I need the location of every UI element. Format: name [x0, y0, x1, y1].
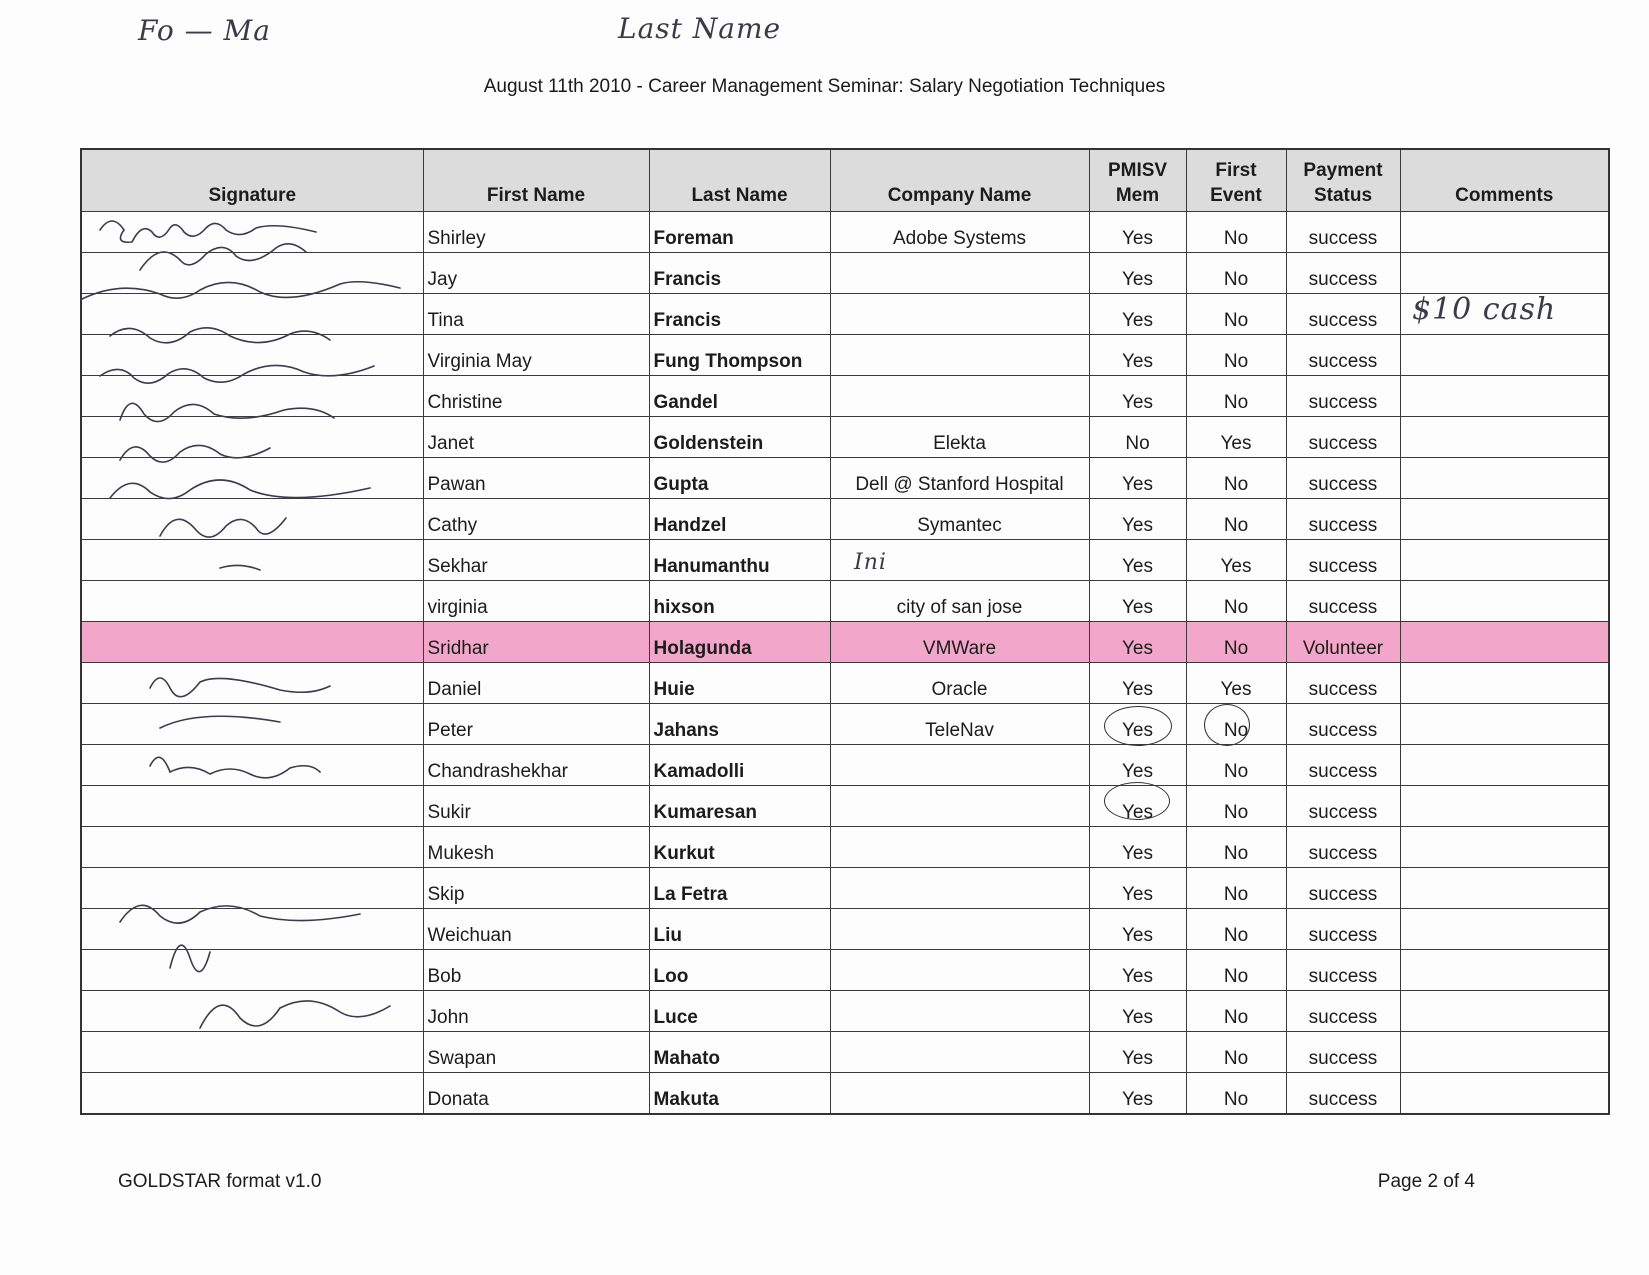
payment-status-cell: success — [1286, 335, 1400, 376]
header-first-event-line1: First — [1215, 160, 1257, 181]
header-first-event — [1186, 149, 1286, 212]
comments-cell — [1400, 212, 1609, 253]
first-event-cell: Yes — [1186, 540, 1286, 581]
header-pmisv-mem-line2: Mem — [1115, 185, 1160, 206]
first-event-cell: No — [1186, 827, 1286, 868]
signature-cell — [81, 1073, 423, 1115]
last-name-cell: Francis — [649, 253, 830, 294]
first-name-cell: Sekhar — [423, 540, 649, 581]
comments-cell — [1400, 950, 1609, 991]
pmisv-mem-cell: Yes — [1089, 704, 1186, 745]
first-event-cell: No — [1186, 950, 1286, 991]
comments-cell — [1400, 581, 1609, 622]
comments-cell — [1400, 335, 1609, 376]
payment-status-cell: success — [1286, 294, 1400, 335]
company-cell — [830, 1032, 1089, 1073]
table-header-row — [81, 149, 1609, 212]
comments-cell — [1400, 909, 1609, 950]
pmisv-mem-cell: Yes — [1089, 950, 1186, 991]
comments-cell — [1400, 991, 1609, 1032]
first-name-cell: Skip — [423, 868, 649, 909]
first-event-cell: No — [1186, 1073, 1286, 1115]
first-name-cell: Janet — [423, 417, 649, 458]
last-name-cell: Makuta — [649, 1073, 830, 1115]
header-pmisv-mem — [1089, 149, 1186, 212]
company-cell — [830, 335, 1089, 376]
company-cell: Oracle — [830, 663, 1089, 704]
payment-status-cell: success — [1286, 827, 1400, 868]
pmisv-mem-cell: Yes — [1089, 376, 1186, 417]
header-pmisv-mem-line1: PMISV — [1107, 160, 1168, 181]
comments-cell — [1400, 1073, 1609, 1115]
payment-status-cell: success — [1286, 253, 1400, 294]
last-name-cell: Goldenstein — [649, 417, 830, 458]
first-name-cell: Chandrashekhar — [423, 745, 649, 786]
company-cell — [830, 253, 1089, 294]
pmisv-mem-cell: Yes — [1089, 1073, 1186, 1115]
first-event-cell: Yes — [1186, 663, 1286, 704]
handwritten-circle-yes-2 — [1104, 782, 1170, 820]
company-cell — [830, 745, 1089, 786]
first-event-cell: No — [1186, 294, 1286, 335]
company-cell — [830, 786, 1089, 827]
first-event-cell: No — [1186, 212, 1286, 253]
last-name-cell: Holagunda — [649, 622, 830, 663]
company-cell: Adobe Systems — [830, 212, 1089, 253]
comments-cell — [1400, 253, 1609, 294]
first-event-cell: No — [1186, 909, 1286, 950]
header-payment-status-line1: Payment — [1303, 160, 1383, 181]
header-comments: Comments — [1400, 149, 1609, 212]
handwritten-note-top-left: Fo — Ma — [138, 14, 271, 47]
first-name-cell: Mukesh — [423, 827, 649, 868]
company-cell — [830, 1073, 1089, 1115]
payment-status-cell: success — [1286, 417, 1400, 458]
company-cell: TeleNav — [830, 704, 1089, 745]
comments-cell — [1400, 745, 1609, 786]
last-name-cell: Huie — [649, 663, 830, 704]
handwritten-circle-yes — [1104, 706, 1172, 746]
last-name-cell: Luce — [649, 991, 830, 1032]
pmisv-mem-cell: Yes — [1089, 622, 1186, 663]
comments-cell — [1400, 1032, 1609, 1073]
payment-status-cell: success — [1286, 991, 1400, 1032]
pmisv-mem-cell: Yes — [1089, 663, 1186, 704]
payment-status-cell: success — [1286, 1032, 1400, 1073]
first-event-cell: No — [1186, 376, 1286, 417]
comments-cell — [1400, 786, 1609, 827]
last-name-cell: Jahans — [649, 704, 830, 745]
pmisv-mem-cell: Yes — [1089, 499, 1186, 540]
first-name-cell: Cathy — [423, 499, 649, 540]
last-name-cell: Foreman — [649, 212, 830, 253]
pmisv-mem-cell: Yes — [1089, 827, 1186, 868]
company-cell — [830, 868, 1089, 909]
company-cell — [830, 376, 1089, 417]
company-cell — [830, 294, 1089, 335]
payment-status-cell: success — [1286, 499, 1400, 540]
pmisv-mem-cell: Yes — [1089, 745, 1186, 786]
last-name-cell: Francis — [649, 294, 830, 335]
last-name-cell: hixson — [649, 581, 830, 622]
header-signature: Signature — [81, 149, 423, 212]
pmisv-mem-cell: Yes — [1089, 868, 1186, 909]
company-cell: Symantec — [830, 499, 1089, 540]
company-cell: Dell @ Stanford Hospital — [830, 458, 1089, 499]
first-event-cell: No — [1186, 786, 1286, 827]
company-cell: VMWare — [830, 622, 1089, 663]
pmisv-mem-cell: Yes — [1089, 786, 1186, 827]
company-cell — [830, 827, 1089, 868]
first-name-cell: John — [423, 991, 649, 1032]
first-event-cell: No — [1186, 622, 1286, 663]
payment-status-cell: success — [1286, 704, 1400, 745]
first-name-cell: Swapan — [423, 1032, 649, 1073]
comments-cell — [1400, 540, 1609, 581]
first-name-cell: Jay — [423, 253, 649, 294]
company-cell: Elekta — [830, 417, 1089, 458]
footer-page-number: Page 2 of 4 — [1377, 1171, 1475, 1192]
first-name-cell: Daniel — [423, 663, 649, 704]
last-name-cell: Gandel — [649, 376, 830, 417]
pmisv-mem-cell: No — [1089, 417, 1186, 458]
first-name-cell: Tina — [423, 294, 649, 335]
pmisv-mem-cell: Yes — [1089, 212, 1186, 253]
first-event-cell: No — [1186, 868, 1286, 909]
payment-status-cell: success — [1286, 868, 1400, 909]
first-name-cell: Sridhar — [423, 622, 649, 663]
pmisv-mem-cell: Yes — [1089, 991, 1186, 1032]
page-title: August 11th 2010 - Career Management Seminar: Salary Negotiation Techniques — [483, 76, 1166, 97]
first-name-cell: Christine — [423, 376, 649, 417]
first-event-cell: No — [1186, 745, 1286, 786]
comments-cell — [1400, 868, 1609, 909]
payment-status-cell: success — [1286, 950, 1400, 991]
comments-cell — [1400, 622, 1609, 663]
payment-status-cell: success — [1286, 581, 1400, 622]
last-name-cell: Fung Thompson — [649, 335, 830, 376]
last-name-cell: Hanumanthu — [649, 540, 830, 581]
handwritten-comment: $10 cash — [1412, 292, 1557, 327]
header-first-name: First Name — [423, 149, 649, 212]
last-name-cell: Gupta — [649, 458, 830, 499]
first-name-cell: Weichuan — [423, 909, 649, 950]
pmisv-mem-cell: Yes — [1089, 1032, 1186, 1073]
last-name-cell: Liu — [649, 909, 830, 950]
first-name-cell: Peter — [423, 704, 649, 745]
first-name-cell: Virginia May — [423, 335, 649, 376]
company-cell: city of san jose — [830, 581, 1089, 622]
first-name-cell: Shirley — [423, 212, 649, 253]
comments-cell — [1400, 827, 1609, 868]
comments-cell — [1400, 458, 1609, 499]
footer-format: GOLDSTAR format v1.0 — [118, 1171, 322, 1192]
first-event-cell: No — [1186, 704, 1286, 745]
first-name-cell: Donata — [423, 1073, 649, 1115]
signature-scribbles — [80, 208, 500, 1048]
payment-status-cell: success — [1286, 786, 1400, 827]
first-event-cell: No — [1186, 335, 1286, 376]
payment-status-cell: success — [1286, 458, 1400, 499]
first-event-cell: No — [1186, 499, 1286, 540]
pmisv-mem-cell: Yes — [1089, 253, 1186, 294]
header-payment-status — [1286, 149, 1400, 212]
header-payment-status-line2: Status — [1313, 185, 1373, 206]
payment-status-cell: success — [1286, 212, 1400, 253]
payment-status-cell: success — [1286, 663, 1400, 704]
company-cell — [830, 909, 1089, 950]
first-name-cell: Pawan — [423, 458, 649, 499]
payment-status-cell: success — [1286, 376, 1400, 417]
handwritten-circle-no — [1204, 704, 1250, 746]
payment-status-cell: success — [1286, 909, 1400, 950]
first-name-cell: virginia — [423, 581, 649, 622]
first-event-cell: No — [1186, 581, 1286, 622]
pmisv-mem-cell: Yes — [1089, 581, 1186, 622]
comments-cell — [1400, 417, 1609, 458]
last-name-cell: Loo — [649, 950, 830, 991]
last-name-cell: Kamadolli — [649, 745, 830, 786]
table-row — [81, 1073, 1609, 1115]
comments-cell — [1400, 704, 1609, 745]
first-name-cell: Sukir — [423, 786, 649, 827]
header-first-event-line2: Event — [1210, 185, 1262, 206]
comments-cell — [1400, 376, 1609, 417]
last-name-cell: Mahato — [649, 1032, 830, 1073]
first-name-cell: Bob — [423, 950, 649, 991]
pmisv-mem-cell: Yes — [1089, 294, 1186, 335]
comments-cell — [1400, 663, 1609, 704]
payment-status-cell: success — [1286, 540, 1400, 581]
first-event-cell: No — [1186, 253, 1286, 294]
handwritten-company-note: Ini — [854, 550, 887, 575]
pmisv-mem-cell: Yes — [1089, 909, 1186, 950]
payment-status-cell: Volunteer — [1286, 622, 1400, 663]
company-cell — [830, 991, 1089, 1032]
pmisv-mem-cell: Yes — [1089, 540, 1186, 581]
first-event-cell: Yes — [1186, 417, 1286, 458]
pmisv-mem-cell: Yes — [1089, 335, 1186, 376]
last-name-cell: Kumaresan — [649, 786, 830, 827]
company-cell — [830, 950, 1089, 991]
first-event-cell: No — [1186, 458, 1286, 499]
pmisv-mem-cell: Yes — [1089, 458, 1186, 499]
payment-status-cell: success — [1286, 745, 1400, 786]
header-last-name: Last Name — [649, 149, 830, 212]
handwritten-note-top-center: Last Name — [618, 12, 782, 45]
first-event-cell: No — [1186, 1032, 1286, 1073]
header-company-name: Company Name — [830, 149, 1089, 212]
payment-status-cell: success — [1286, 1073, 1400, 1115]
last-name-cell: Handzel — [649, 499, 830, 540]
comments-cell — [1400, 499, 1609, 540]
last-name-cell: Kurkut — [649, 827, 830, 868]
first-event-cell: No — [1186, 991, 1286, 1032]
last-name-cell: La Fetra — [649, 868, 830, 909]
